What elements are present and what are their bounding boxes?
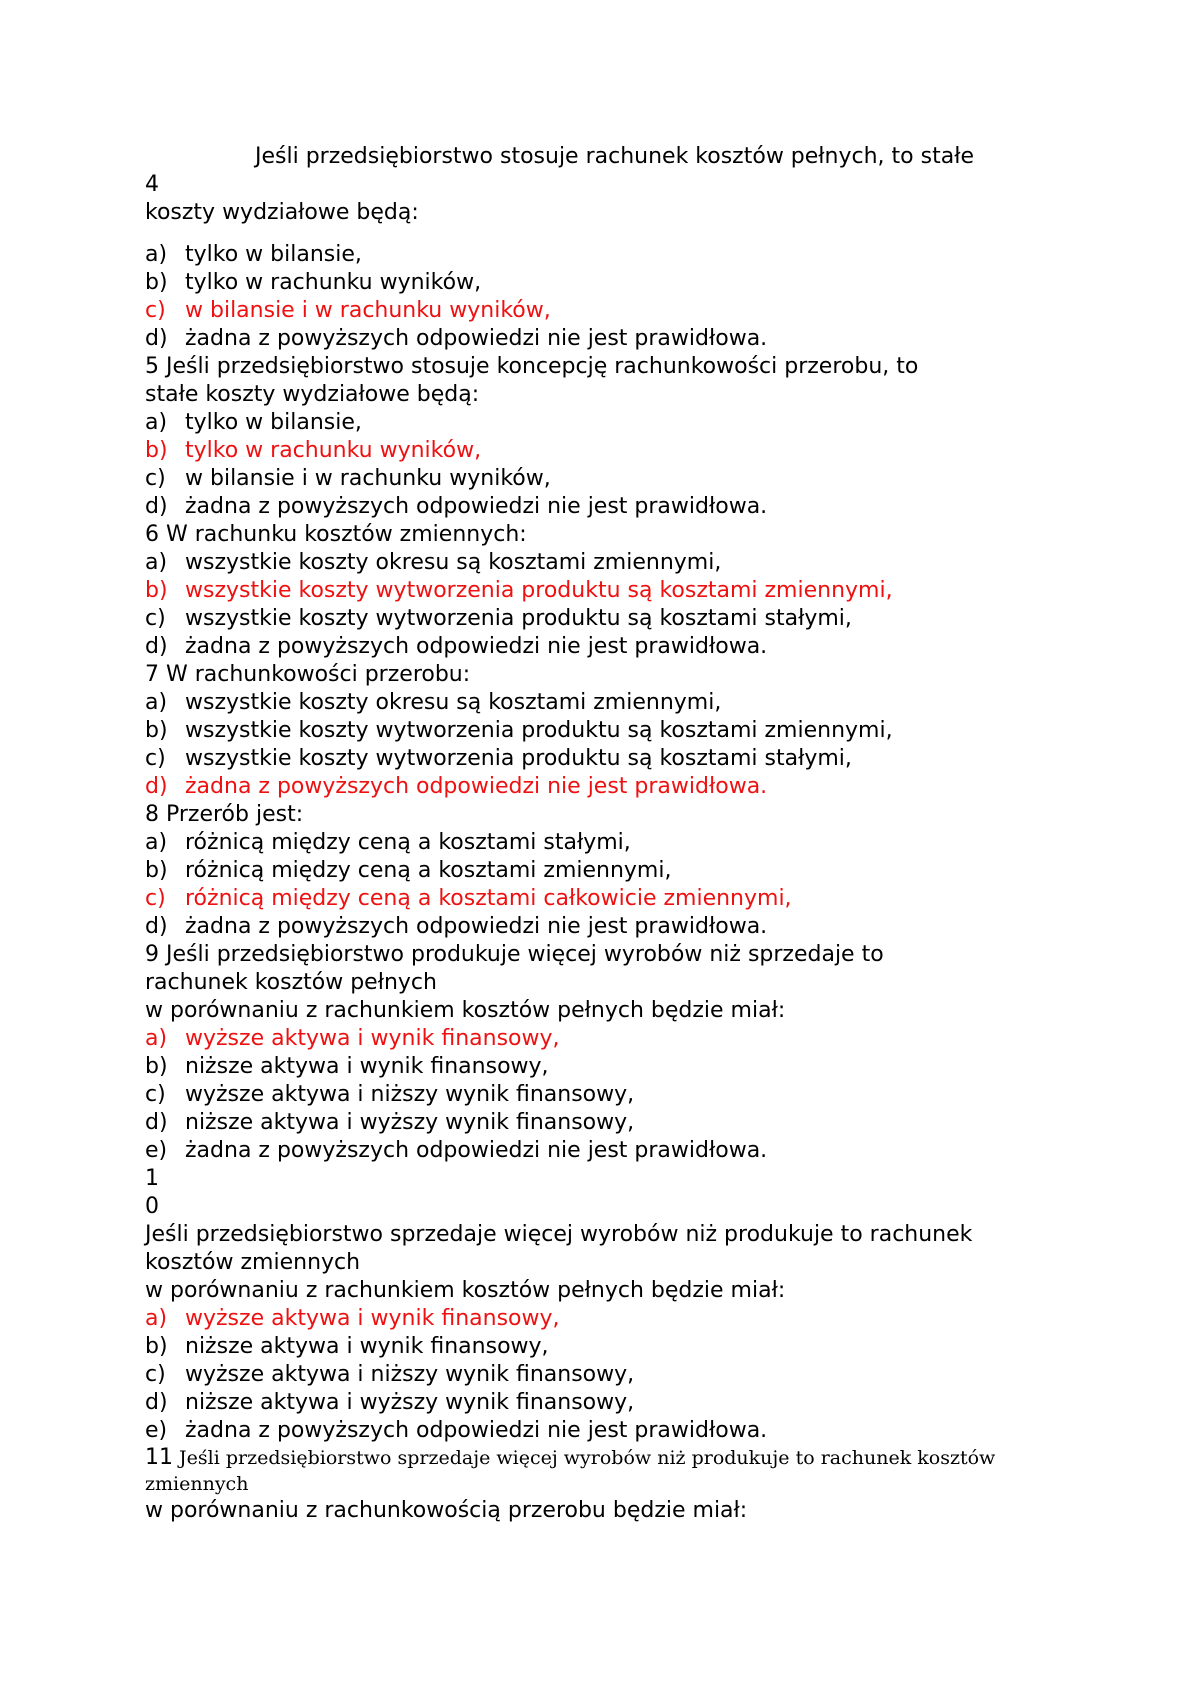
question-7-text: 7 W rachunkowości przerobu:: [145, 662, 471, 687]
option-letter: b): [145, 858, 168, 883]
option-letter: d): [145, 326, 168, 351]
question-10-number: 1: [145, 1166, 159, 1191]
answer-option-correct: [145, 773, 1105, 801]
question-4-continuation: koszty wydziałowe będą:: [145, 200, 419, 225]
paragraph-gap: [145, 227, 1105, 241]
answer-option: [145, 689, 1105, 717]
option-letter: b): [145, 1054, 168, 1079]
question-4-number: 4: [145, 172, 159, 197]
option-letter: c): [145, 298, 166, 323]
answer-option-correct: [145, 1305, 1105, 1333]
question-11-last-line: w porównaniu z rachunkowością przerobu będzie miał:: [145, 1498, 748, 1523]
option-letter: c): [145, 1362, 166, 1387]
option-text: żadna z powyższych odpowiedzi nie jest prawidłowa.: [185, 774, 768, 799]
question-9-text: 9 Jeśli przedsiębiorstwo produkuje więcej wyrobów niż sprzedaje to: [145, 942, 884, 967]
option-text: w bilansie i w rachunku wyników,: [185, 466, 551, 491]
question-5-text: stałe koszty wydziałowe będą:: [145, 382, 480, 407]
option-text: w bilansie i w rachunku wyników,: [185, 298, 551, 323]
answer-option-correct: [145, 577, 1105, 605]
answer-option: [145, 717, 1105, 745]
option-text: niższe aktywa i wynik finansowy,: [185, 1054, 549, 1079]
answer-option: [145, 1137, 1105, 1165]
question-10-options: [145, 1305, 1105, 1445]
question-9-text: rachunek kosztów pełnych: [145, 970, 437, 995]
option-letter: c): [145, 886, 166, 911]
answer-option: [145, 1389, 1105, 1417]
option-text: tylko w rachunku wyników,: [185, 438, 482, 463]
option-text: żadna z powyższych odpowiedzi nie jest prawidłowa.: [185, 494, 768, 519]
question-5-options: [145, 409, 1105, 521]
answer-option: [145, 1109, 1105, 1137]
answer-option-correct: [145, 437, 1105, 465]
document-body: [145, 143, 1105, 1525]
option-letter: d): [145, 774, 168, 799]
question-6-text: 6 W rachunku kosztów zmiennych:: [145, 522, 527, 547]
option-text: tylko w bilansie,: [185, 410, 362, 435]
answer-option: [145, 241, 1105, 269]
option-letter: a): [145, 1306, 168, 1331]
answer-option-correct: [145, 1025, 1105, 1053]
question-9-options: [145, 1025, 1105, 1165]
option-text: niższe aktywa i wyższy wynik finansowy,: [185, 1390, 635, 1415]
option-letter: d): [145, 1110, 168, 1135]
answer-option-correct: [145, 885, 1105, 913]
question-6-options: [145, 549, 1105, 661]
option-letter: a): [145, 830, 168, 855]
answer-option: [145, 913, 1105, 941]
question-11-serif-text: Jeśli przedsiębiorstwo sprzedaje więcej wyrobów niż produkuje to rachunek kosztów: [179, 1447, 996, 1469]
option-text: różnicą między ceną a kosztami całkowicie zmiennymi,: [185, 886, 792, 911]
option-text: niższe aktywa i wynik finansowy,: [185, 1334, 549, 1359]
option-letter: b): [145, 270, 168, 295]
option-text: żadna z powyższych odpowiedzi nie jest prawidłowa.: [185, 1138, 768, 1163]
answer-option: [145, 409, 1105, 437]
question-8-text: 8 Przerób jest:: [145, 802, 304, 827]
option-letter: e): [145, 1138, 168, 1163]
question-4-title: Jeśli przedsiębiorstwo stosuje rachunek kosztów pełnych, to stałe: [255, 144, 974, 169]
answer-option: [145, 605, 1105, 633]
answer-option: [145, 1417, 1105, 1445]
answer-option: [145, 269, 1105, 297]
answer-option: [145, 1361, 1105, 1389]
option-letter: a): [145, 410, 168, 435]
answer-option: [145, 493, 1105, 521]
answer-option: [145, 829, 1105, 857]
answer-option: [145, 633, 1105, 661]
option-letter: d): [145, 914, 168, 939]
option-letter: d): [145, 1390, 168, 1415]
option-letter: c): [145, 746, 166, 771]
option-text: żadna z powyższych odpowiedzi nie jest prawidłowa.: [185, 914, 768, 939]
option-text: żadna z powyższych odpowiedzi nie jest prawidłowa.: [185, 634, 768, 659]
question-8-options: [145, 829, 1105, 941]
question-4-options: [145, 241, 1105, 353]
option-letter: b): [145, 718, 168, 743]
option-letter: b): [145, 1334, 168, 1359]
option-letter: a): [145, 1026, 168, 1051]
option-text: żadna z powyższych odpowiedzi nie jest prawidłowa.: [185, 1418, 768, 1443]
option-letter: d): [145, 634, 168, 659]
answer-option: [145, 745, 1105, 773]
question-9-text: w porównaniu z rachunkiem kosztów pełnych będzie miał:: [145, 998, 786, 1023]
question-10-number: 0: [145, 1194, 159, 1219]
option-letter: b): [145, 438, 168, 463]
option-letter: d): [145, 494, 168, 519]
option-letter: e): [145, 1418, 168, 1443]
question-11-serif-continuation: zmiennych: [145, 1473, 249, 1495]
option-text: wyższe aktywa i wynik finansowy,: [185, 1026, 560, 1051]
option-letter: a): [145, 690, 168, 715]
option-text: tylko w rachunku wyników,: [185, 270, 482, 295]
answer-option-correct: [145, 297, 1105, 325]
option-letter: a): [145, 242, 168, 267]
option-letter: c): [145, 466, 166, 491]
option-text: niższe aktywa i wyższy wynik finansowy,: [185, 1110, 635, 1135]
option-letter: a): [145, 550, 168, 575]
option-text: tylko w bilansie,: [185, 242, 362, 267]
answer-option: [145, 1081, 1105, 1109]
option-text: różnicą między ceną a kosztami stałymi,: [185, 830, 631, 855]
question-10-text: Jeśli przedsiębiorstwo sprzedaje więcej wyrobów niż produkuje to rachunek: [145, 1222, 973, 1247]
option-letter: c): [145, 1082, 166, 1107]
answer-option: [145, 325, 1105, 353]
option-text: wszystkie koszty okresu są kosztami zmiennymi,: [185, 690, 722, 715]
option-text: różnicą między ceną a kosztami zmiennymi,: [185, 858, 672, 883]
answer-option: [145, 549, 1105, 577]
option-letter: c): [145, 606, 166, 631]
option-text: wszystkie koszty wytworzenia produktu są kosztami zmiennymi,: [185, 578, 893, 603]
answer-option: [145, 465, 1105, 493]
question-10-text: kosztów zmiennych: [145, 1250, 361, 1275]
option-text: wyższe aktywa i wynik finansowy,: [185, 1306, 560, 1331]
question-11-text: [145, 1445, 1105, 1471]
question-10-text: w porównaniu z rachunkiem kosztów pełnych będzie miał:: [145, 1278, 786, 1303]
option-text: żadna z powyższych odpowiedzi nie jest prawidłowa.: [185, 326, 768, 351]
option-letter: b): [145, 578, 168, 603]
question-5-text: 5 Jeśli przedsiębiorstwo stosuje koncepcję rachunkowości przerobu, to: [145, 354, 919, 379]
option-text: wyższe aktywa i niższy wynik finansowy,: [185, 1082, 635, 1107]
option-text: wszystkie koszty wytworzenia produktu są kosztami zmiennymi,: [185, 718, 893, 743]
option-text: wszystkie koszty wytworzenia produktu są kosztami stałymi,: [185, 606, 852, 631]
option-text: wszystkie koszty okresu są kosztami zmiennymi,: [185, 550, 722, 575]
option-text: wszystkie koszty wytworzenia produktu są kosztami stałymi,: [185, 746, 852, 771]
answer-option: [145, 1053, 1105, 1081]
question-11-number: 11: [145, 1445, 173, 1470]
answer-option: [145, 857, 1105, 885]
question-7-options: [145, 689, 1105, 801]
option-text: wyższe aktywa i niższy wynik finansowy,: [185, 1362, 635, 1387]
answer-option: [145, 1333, 1105, 1361]
